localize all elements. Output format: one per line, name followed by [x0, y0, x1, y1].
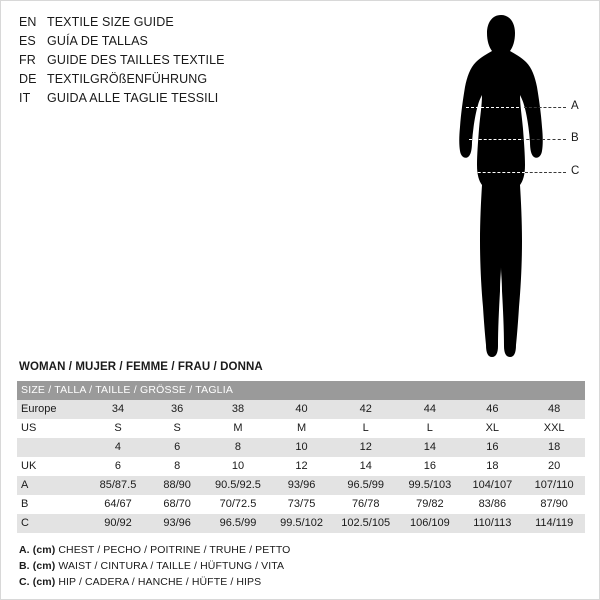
language-code-fr: FR: [19, 53, 36, 67]
cell: 20: [523, 457, 585, 476]
cell: 8: [206, 438, 270, 457]
cell: 10: [206, 457, 270, 476]
cell: 10: [270, 438, 333, 457]
cell: 85/87.5: [88, 476, 149, 495]
measure-label-a: A: [571, 100, 579, 112]
row-label-b: B: [17, 495, 88, 514]
measure-line-c-body: [463, 172, 525, 173]
cell: 88/90: [148, 476, 206, 495]
row-label-c: C: [17, 514, 88, 533]
language-code-de: DE: [19, 72, 37, 86]
cell: 93/96: [270, 476, 333, 495]
cell: 114/119: [523, 514, 585, 533]
cell: 70/72.5: [206, 495, 270, 514]
language-code-es: ES: [19, 34, 36, 48]
cell: 46: [461, 400, 523, 419]
cell: 106/109: [398, 514, 461, 533]
cell: 16: [398, 457, 461, 476]
cell: 14: [333, 457, 398, 476]
table-row: [17, 419, 585, 438]
measure-line-a-extension: [524, 107, 566, 108]
cell: 34: [88, 400, 149, 419]
cell: 79/82: [398, 495, 461, 514]
cell: 102.5/105: [333, 514, 398, 533]
table-row: [17, 438, 585, 457]
cell: 42: [333, 400, 398, 419]
cell: 8: [148, 457, 206, 476]
table-row: [17, 457, 585, 476]
cell: 40: [270, 400, 333, 419]
measure-line-c-extension: [525, 172, 566, 173]
row-label-uk: UK: [17, 457, 88, 476]
cell: 18: [461, 457, 523, 476]
cell: 73/75: [270, 495, 333, 514]
table-header-row: [17, 381, 585, 400]
cell: 68/70: [148, 495, 206, 514]
cell: 44: [398, 400, 461, 419]
language-row-de: [19, 72, 349, 91]
legend-row-a: [19, 542, 579, 558]
cell: 93/96: [148, 514, 206, 533]
legend-key-c: C. (cm): [19, 576, 56, 588]
cell: M: [206, 419, 270, 438]
cell: 87/90: [523, 495, 585, 514]
row-label-europe: Europe: [17, 400, 88, 419]
table-caption-woman: WOMAN / MUJER / FEMME / FRAU / DONNA: [19, 361, 263, 373]
legend-row-b: [19, 558, 579, 574]
cell: XXL: [523, 419, 585, 438]
language-text-fr: GUIDE DES TAILLES TEXTILE: [47, 53, 225, 67]
female-silhouette-figure: [411, 9, 591, 369]
language-code-en: EN: [19, 15, 37, 29]
legend-key-b: B. (cm): [19, 560, 56, 572]
measure-line-a-body: [466, 107, 524, 108]
language-text-it: GUIDA ALLE TAGLIE TESSILI: [47, 91, 219, 105]
cell: 6: [148, 438, 206, 457]
cell: 96.5/99: [333, 476, 398, 495]
cell: 96.5/99: [206, 514, 270, 533]
language-text-es: GUÍA DE TALLAS: [47, 34, 148, 48]
table-row: [17, 495, 585, 514]
cell: 12: [270, 457, 333, 476]
row-label-us-numeric: [17, 438, 88, 457]
cell: 4: [88, 438, 149, 457]
cell: 16: [461, 438, 523, 457]
measure-line-b-extension: [521, 139, 566, 140]
language-row-it: [19, 91, 349, 110]
cell: XL: [461, 419, 523, 438]
cell: 38: [206, 400, 270, 419]
legend-key-a: A. (cm): [19, 544, 56, 556]
measure-label-b: B: [571, 132, 579, 144]
table-row: [17, 400, 585, 419]
legend-text-c: HIP / CADERA / HANCHE / HÜFTE / HIPS: [58, 576, 262, 588]
cell: 6: [88, 457, 149, 476]
cell: 48: [523, 400, 585, 419]
cell: 110/113: [461, 514, 523, 533]
measure-line-b-body: [469, 139, 521, 140]
cell: L: [398, 419, 461, 438]
cell: 76/78: [333, 495, 398, 514]
cell: 18: [523, 438, 585, 457]
cell: S: [88, 419, 149, 438]
language-row-fr: [19, 53, 349, 72]
cell: 104/107: [461, 476, 523, 495]
language-text-de: TEXTILGRÖßENFÜHRUNG: [47, 72, 208, 86]
table-row: [17, 476, 585, 495]
table-header-label: SIZE / TALLA / TAILLE / GRÖSSE / TAGLIA: [17, 381, 585, 400]
cell: L: [333, 419, 398, 438]
cell: 12: [333, 438, 398, 457]
cell: 83/86: [461, 495, 523, 514]
cell: 14: [398, 438, 461, 457]
cell: S: [148, 419, 206, 438]
cell: 107/110: [523, 476, 585, 495]
language-row-en: [19, 15, 349, 34]
legend-text-a: CHEST / PECHO / POITRINE / TRUHE / PETTO: [58, 544, 291, 556]
cell: 99.5/102: [270, 514, 333, 533]
row-label-a: A: [17, 476, 88, 495]
cell: 90.5/92.5: [206, 476, 270, 495]
measurement-legend: [19, 542, 579, 590]
cell: 90/92: [88, 514, 149, 533]
language-code-it: IT: [19, 91, 31, 105]
table-row: [17, 514, 585, 533]
cell: M: [270, 419, 333, 438]
language-row-es: [19, 34, 349, 53]
language-text-en: TEXTILE SIZE GUIDE: [47, 15, 174, 29]
legend-text-b: WAIST / CINTURA / TAILLE / HÜFTUNG / VITA: [58, 560, 285, 572]
measure-label-c: C: [571, 165, 580, 177]
cell: 64/67: [88, 495, 149, 514]
silhouette-icon: [441, 9, 561, 369]
cell: 99.5/103: [398, 476, 461, 495]
row-label-us: US: [17, 419, 88, 438]
size-table: [17, 381, 585, 533]
cell: 36: [148, 400, 206, 419]
language-header-block: [19, 15, 349, 110]
legend-row-c: [19, 574, 579, 590]
